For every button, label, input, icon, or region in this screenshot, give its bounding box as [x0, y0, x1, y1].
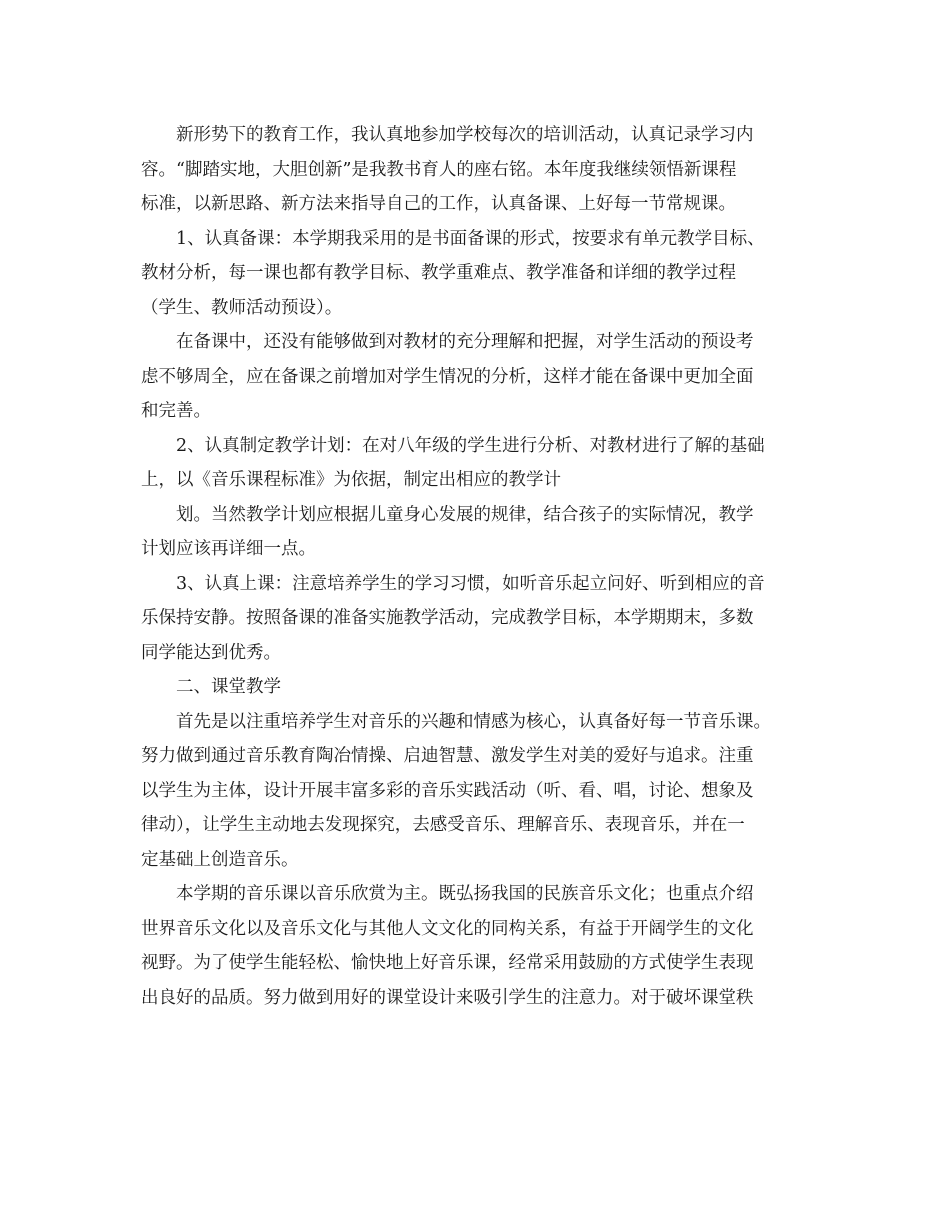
text-line: （学生、教师活动预设）。 [141, 297, 343, 318]
section-heading-classroom-teaching [141, 670, 811, 705]
text-line: 以学生为主体，设计开展丰富多彩的音乐实践活动（听、看、唱，讨论、想象及 [141, 780, 754, 801]
text-line: 二、课堂教学 [176, 677, 281, 697]
document-body [141, 118, 811, 1015]
text-line: 在备课中，还没有能够做到对教材的充分理解和把握，对学生活动的预设考 [176, 332, 754, 352]
text-line: 和完善。 [141, 401, 211, 421]
text-line: 1、认真备课：本学期我采用的是书面备课的形式，按要求有单元教学目标、 [176, 228, 765, 249]
text-line: 标准，以新思路、新方法来指导自己的工作，认真备课、上好每一节常规课。 [141, 194, 736, 214]
paragraph-prep-reflection [141, 325, 811, 429]
text-line: 努力做到通过音乐教育陶冶情操、启迪智慧、激发学生对美的爱好与追求。注重 [141, 746, 754, 766]
text-line: 教材分析，每一课也都有教学目标、教学重难点、教学准备和详细的教学过程 [141, 263, 736, 283]
text-line: 首先是以注重培养学生对音乐的兴趣和情感为核心，认真备好每一节音乐课。 [176, 711, 771, 732]
text-line: 上，以《音乐课程标准》为依据，制定出相应的教学计 [141, 470, 561, 490]
paragraph-lesson-prep [141, 222, 811, 326]
text-line: 世界音乐文化以及音乐文化与其他人文文化的同构关系，有益于开阔学生的文化 [141, 918, 754, 939]
text-line: 容。“脚踏实地，大胆创新”是我教书育人的座右铭。本年度我继续领悟新课程 [141, 159, 737, 180]
paragraph-classroom-core [141, 705, 811, 878]
text-line: 视野。为了使学生能轻松、愉快地上好音乐课，经常采用鼓励的方式使学生表现 [141, 953, 754, 973]
paragraph-teaching-plan [141, 429, 811, 498]
text-line: 2、认真制定教学计划：在对八年级的学生进行分析、对教材进行了解的基础 [176, 435, 765, 456]
text-line: 乐保持安静。按照备课的准备实施教学活动，完成教学目标，本学期期末，多数 [141, 608, 754, 628]
paragraph-music-appreciation [141, 877, 811, 1015]
text-line: 新形势下的教育工作，我认真地参加学校每次的培训活动，认真记录学习内 [176, 125, 754, 145]
text-line: 律动），让学生主动地去发现探究，去感受音乐、理解音乐、表现音乐，并在一 [141, 815, 745, 835]
paragraph-attend-class [141, 567, 811, 671]
text-line: 本学期的音乐课以音乐欣赏为主。既弘扬我国的民族音乐文化；也重点介绍 [176, 884, 754, 904]
text-line: 同学能达到优秀。 [141, 642, 281, 663]
text-line: 划。当然教学计划应根据儿童身心发展的规律，结合孩子的实际情况，教学 [176, 504, 754, 525]
paragraph-intro [141, 118, 811, 222]
text-line: 虑不够周全，应在备课之前增加对学生情况的分析，这样才能在备课中更加全面 [141, 366, 754, 387]
text-line: 出良好的品质。努力做到用好的课堂设计来吸引学生的注意力。对于破坏课堂秩 [141, 987, 754, 1008]
text-line: 定基础上创造音乐。 [141, 849, 299, 870]
text-line: 计划应该再详细一点。 [141, 539, 316, 559]
text-line: 3、认真上课：注意培养学生的学习习惯，如听音乐起立问好、听到相应的音 [176, 573, 765, 594]
paragraph-plan-reflection [141, 498, 811, 567]
